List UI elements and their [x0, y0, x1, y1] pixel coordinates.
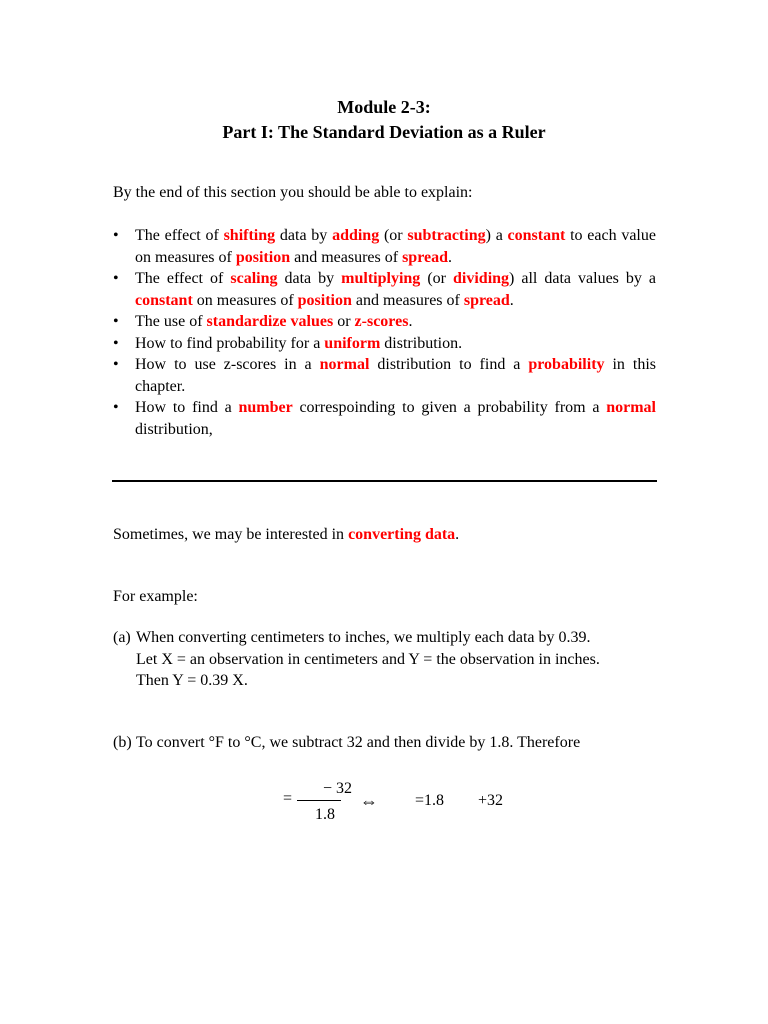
objective-item [113, 333, 656, 355]
module-title-line2: Part I: The Standard Deviation as a Ruler [222, 122, 546, 142]
example-a-content [136, 627, 656, 692]
highlight-term: spread [463, 291, 510, 309]
highlight-term: position [235, 248, 291, 266]
objective-text: in this chapter. [135, 356, 657, 395]
converting-data-paragraph [113, 524, 459, 546]
module-title [0, 95, 768, 145]
objective-text: distribution to find a [369, 356, 529, 373]
formula-numerator: − 32 [323, 780, 353, 797]
objective-item [113, 225, 656, 268]
conversion-formula [283, 776, 523, 836]
example-b [113, 732, 656, 754]
highlight-term: constant [507, 227, 566, 244]
example-b-marker: (b) [113, 734, 132, 751]
formula-rhs-multiply: =1.8 [415, 792, 445, 809]
fraction-bar [297, 800, 341, 801]
objective-text: to each value on measures of [135, 227, 656, 266]
objective-text: How to use z-scores in a [135, 356, 320, 373]
objective-text: How to find a [135, 399, 239, 416]
objective-text: or [333, 313, 355, 330]
objective-item [113, 311, 656, 333]
formula-rhs-add: +32 [478, 792, 504, 809]
objective-text: distribution. [380, 334, 463, 352]
example-a-line: Then Y = 0.39 X. [136, 672, 248, 689]
paragraph-text: Sometimes, we may be interested in [113, 526, 349, 543]
section-divider [112, 480, 657, 482]
objective-text: How to find probability for a [135, 334, 325, 352]
formula-equals: = [283, 790, 293, 807]
highlight-term: constant [135, 291, 193, 309]
objective-text: ) a [485, 227, 508, 244]
intro-text: By the end of this section you should be able to explain: [113, 184, 473, 201]
example-b-content: To convert °F to °C, we subtract 32 and then divide by 1.8. Therefore [136, 734, 581, 751]
objective-text: The effect of [135, 227, 224, 244]
objective-text: . [509, 291, 514, 309]
highlight-term: position [297, 291, 352, 309]
objective-text: The use of [135, 313, 207, 330]
example-a-line: Let X = an observation in centimeters and Y = the observation in inches. [136, 650, 600, 668]
objective-text: data by [275, 227, 333, 244]
objective-text: data by [277, 270, 342, 287]
highlight-term: converting data [348, 526, 456, 543]
example-a-line: When converting centimeters to inches, we multiply each data by 0.39. [136, 629, 591, 646]
objective-text: correspoinding to given a probability from a [292, 399, 607, 416]
objective-text: . [408, 313, 413, 330]
formula-denominator: 1.8 [315, 806, 335, 823]
objective-text: on measures of [192, 291, 298, 309]
objective-text: (or [379, 227, 408, 244]
highlight-term: probability [528, 356, 605, 373]
highlight-term: subtracting [407, 227, 486, 244]
highlight-term: dividing [453, 270, 510, 287]
highlight-term: adding [332, 227, 380, 244]
objective-text: and measures of [290, 248, 403, 266]
objectives-list [113, 225, 656, 440]
objective-text: The effect of [135, 270, 231, 287]
objective-text: (or [420, 270, 453, 287]
objective-text: ) all data values by a [509, 270, 657, 287]
for-example-text: For example: [113, 588, 198, 605]
objective-item [113, 354, 656, 397]
highlight-term: normal [606, 399, 656, 416]
highlight-term: scaling [230, 270, 278, 287]
highlight-term: number [238, 399, 293, 416]
objective-text: . [448, 248, 453, 266]
highlight-term: multiplying [341, 270, 421, 287]
objective-item [113, 268, 656, 311]
highlight-term: uniform [324, 334, 381, 352]
objective-text: and measures of [351, 291, 464, 309]
highlight-term: shifting [223, 227, 276, 244]
highlight-term: spread [402, 248, 449, 266]
example-a-marker: (a) [113, 629, 131, 646]
objective-text: distribution, [135, 420, 213, 438]
highlight-term: normal [319, 356, 370, 373]
iff-arrow-icon: ⇔ [360, 791, 378, 811]
objective-item [113, 397, 656, 440]
example-a [113, 627, 656, 692]
paragraph-text: . [455, 526, 460, 543]
highlight-term: standardize values [206, 313, 334, 330]
module-title-line1: Module 2-3: [337, 97, 431, 117]
highlight-term: z-scores [354, 313, 409, 330]
